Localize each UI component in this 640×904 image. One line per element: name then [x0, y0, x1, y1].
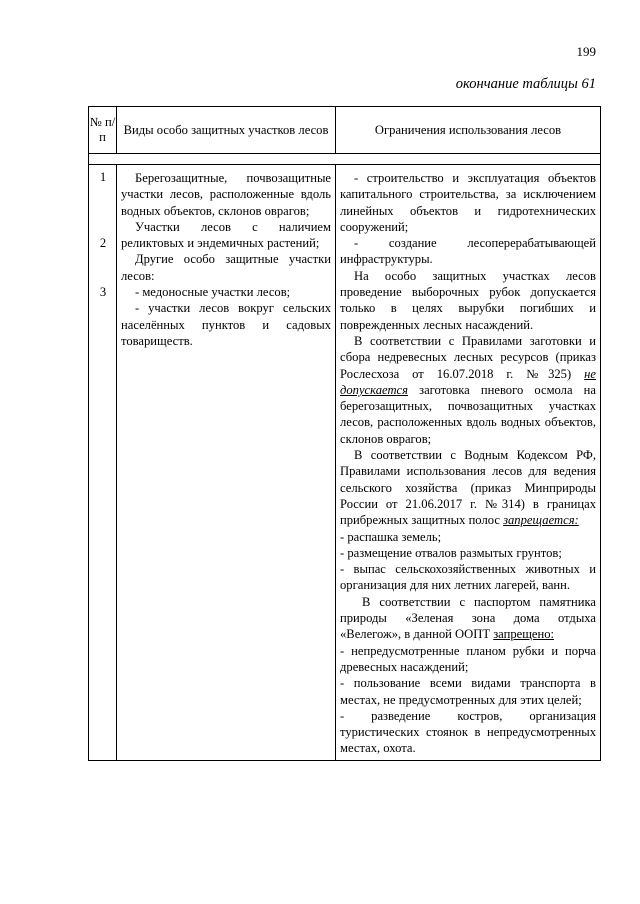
table-header-row	[89, 107, 601, 154]
restriction-item: - пользование всеми видами транспорта в местах, не предусмотренных для этих целей;	[340, 676, 596, 707]
restriction-item: В соответствии с Водным Кодексом РФ, Правилами использования лесов для ведения сельского хозяйства (приказ Минприроды России от 21.06.2017 г. №314) в границах прибрежных защитных полос запрещается:	[340, 448, 596, 528]
header-number: № п/п	[89, 107, 117, 154]
type-item: Другие особо защитные участки лесов:	[121, 252, 331, 283]
type-subitem: - медоносные участки лесов;	[135, 285, 291, 300]
type-item: Участки лесов с наличием реликтовых и эндемичных растений;	[121, 219, 331, 251]
restriction-item: - строительство и эксплуатация объектов капитального строительства, за исключением линейных объектов и гидротехнических сооружений;	[340, 171, 596, 234]
restriction-item: - разведение костров, организация туристических стоянок в непредусмотренных местах, охота.	[340, 708, 596, 756]
restriction-item: - размещение отвалов размытых грунтов;	[340, 545, 562, 560]
restriction-item: В соответствии с паспортом памятника природы «Зеленая зона дома отдыха «Велегож», в данной ООПТ запрещено:	[340, 594, 596, 642]
row-number: 2	[99, 236, 107, 250]
restriction-item: В соответствии с Правилами заготовки и сбора недревесных лесных ресурсов (приказ Рослесхоза от 16.07.2018 г. №325) не допускается заготовка пневого осмола на берегозащитных, почвозащитных участках лесов, расположенных вдоль водных объектов, склонов оврагов;	[340, 333, 596, 446]
restrictions-table	[88, 106, 601, 761]
table-row	[89, 165, 601, 761]
emphasis-text: запрещено:	[493, 627, 555, 642]
row-number: 3	[99, 285, 107, 299]
type-subitem: - участки лесов вокруг сельских населённых пунктов и садовых товариществ.	[121, 301, 331, 348]
page-number: 199	[576, 44, 596, 59]
restriction-item: - распашка земель;	[340, 529, 442, 544]
restriction-item: На особо защитных участках лесов проведение выборочных рубок допускается только в целях вырубки погибших и поврежденных лесных насаждений.	[340, 268, 596, 332]
spacer-row	[89, 154, 601, 165]
row-number-cell	[89, 165, 117, 761]
header-restrictions: Ограничения использования лесов	[336, 107, 601, 154]
restrictions-cell	[336, 165, 601, 761]
restriction-item: - непредусмотренные планом рубки и порча древесных насаждений;	[340, 643, 596, 674]
header-types: Виды особо защитных участков лесов	[117, 107, 336, 154]
emphasis-text: не допускается	[340, 366, 596, 397]
table-caption: окончание таблицы 61	[455, 76, 596, 92]
restriction-item: - выпас сельскохозяйственных животных и организация для них летних лагерей, ванн.	[340, 562, 596, 593]
types-cell	[117, 165, 336, 761]
type-item: Берегозащитные, почвозащитные участки лесов, расположенные вдоль водных объектов, склонов оврагов;	[121, 171, 331, 218]
row-number: 1	[99, 170, 107, 184]
restriction-item: - создание лесоперерабатывающей инфраструктуры.	[340, 236, 596, 267]
emphasis-text: запрещается:	[503, 513, 579, 528]
